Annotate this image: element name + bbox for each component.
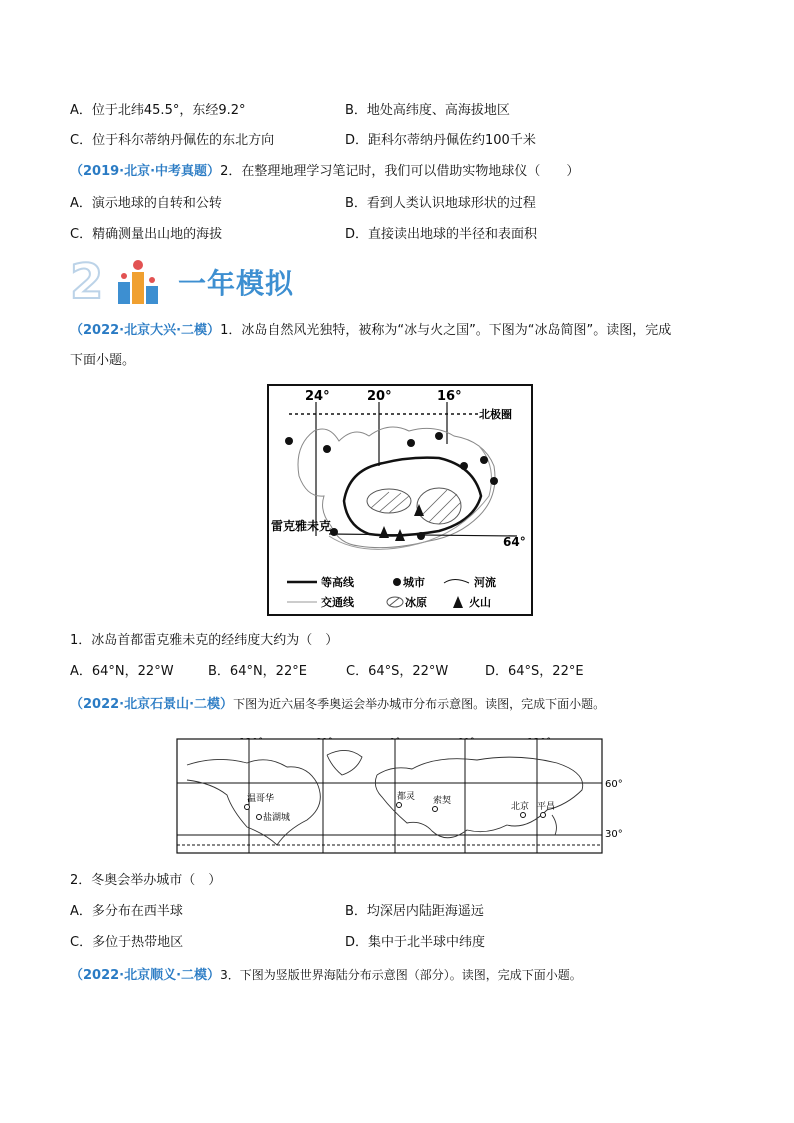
lat-label: 64° — [503, 535, 526, 549]
legend-item: 火山 — [469, 596, 491, 609]
option-b: B．均深居内陆距海遥远 — [345, 904, 484, 919]
question-2019 — [70, 164, 579, 180]
source-tag: （2022·北京大兴·二模） — [70, 323, 221, 338]
olympics-map — [177, 735, 623, 855]
question-stem: 2．在整理地理学习笔记时，我们可以借助实物地球仪（ ） — [220, 164, 580, 179]
option-b: B．看到人类认识地球形状的过程 — [345, 196, 536, 211]
option-c: C．多位于热带地区 — [70, 935, 184, 950]
legend-item: 城市 — [403, 576, 425, 589]
capital-label: 雷克雅未克 — [271, 519, 332, 533]
source-tag: （2019·北京·中考真题） — [70, 164, 221, 179]
option-d: D．集中于北半球中纬度 — [345, 935, 486, 950]
source-tag: （2022·北京顺义·二模） — [70, 968, 221, 983]
option-d: D．距科尔蒂纳丹佩佐约100千米 — [345, 133, 536, 148]
option-b: B．64°N，22°E — [208, 664, 307, 679]
question-stem: 1．冰岛自然风光独特，被称为“冰与火之国”。下图为“冰岛简图”。读图，完成 — [220, 323, 672, 338]
option-d: D．直接读出地球的半径和表面积 — [345, 227, 538, 242]
section-title: 一年模拟 — [178, 267, 295, 300]
question-stem: 下图为近六届冬季奥运会举办城市分布示意图。读图，完成下面小题。 — [233, 697, 606, 711]
section-number-icon — [70, 256, 170, 306]
question-olympics — [70, 696, 605, 713]
legend-item: 等高线 — [321, 576, 354, 589]
city-label: 平昌 — [537, 802, 556, 812]
option-a: A．64°N，22°W — [70, 664, 174, 679]
city-label: 都灵 — [397, 792, 416, 802]
lat-label: 30° — [605, 829, 623, 840]
iceland-map — [267, 384, 533, 616]
question-stem: 3．下图为竖版世界海陆分布示意图（部分）。读图，完成下面小题。 — [220, 968, 582, 982]
section-number: 2 — [70, 256, 104, 306]
legend-item: 河流 — [474, 576, 496, 589]
arctic-circle-label: 北极圈 — [479, 408, 512, 421]
city-label: 北京 — [511, 802, 530, 812]
map-legend — [287, 575, 496, 609]
lon-label: 24° — [305, 389, 330, 404]
legend-item: 交通线 — [321, 596, 354, 609]
option-a: A．位于北纬45.5°，东经9.2° — [70, 103, 246, 118]
section-header — [70, 256, 310, 306]
sub-question-1: 1．冰岛首都雷克雅未克的经纬度大约为（ ） — [70, 633, 339, 648]
city-label: 盐湖城 — [263, 813, 291, 823]
option-a: A．演示地球的自转和公转 — [70, 196, 222, 211]
legend-item: 冰原 — [405, 596, 427, 609]
question-stem-cont: 下面小题。 — [70, 353, 136, 368]
option-c: C．精确测量出山地的海拔 — [70, 227, 223, 242]
sub-question-2: 2．冬奥会举办城市（ ） — [70, 873, 222, 888]
source-tag: （2022·北京石景山·二模） — [70, 697, 234, 712]
city-label: 索契 — [433, 796, 452, 806]
option-a: A．多分布在西半球 — [70, 904, 183, 919]
option-c: C．位于科尔蒂纳丹佩佐的东北方向 — [70, 133, 275, 148]
question-iceland — [70, 323, 671, 339]
lon-label: 16° — [437, 389, 462, 404]
lat-label: 60° — [605, 779, 623, 790]
option-d: D．64°S，22°E — [485, 664, 584, 679]
option-b: B．地处高纬度、高海拔地区 — [345, 103, 510, 118]
city-label: 温哥华 — [247, 794, 275, 804]
lon-label: 20° — [367, 389, 392, 404]
podium-icon — [118, 260, 158, 304]
question-next — [70, 967, 582, 984]
option-c: C．64°S，22°W — [346, 664, 449, 679]
